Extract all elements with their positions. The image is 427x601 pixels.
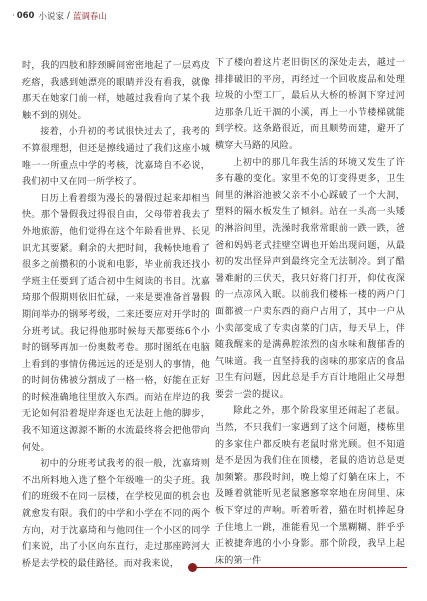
section-title: 小说家 xyxy=(38,12,64,22)
left-text-column xyxy=(22,58,210,572)
page-number: 060 xyxy=(16,11,35,21)
paragraph: 下了楼向着这片老旧街区的深处走去，越过一排排破旧的平房，再经过一个回收废品和处理垃圾的小型工厂，最后从大桥的桥洞下穿过河边那条几近干涸的小溪，再上一小节楼梯就能到学校。这条路很近，而且顺势而建，避开了横穿大马路的风险。 xyxy=(215,58,405,151)
paragraph: 接着，小升初的考试很快过去了，我考的不算很理想，但还是擦线通过了我们这座小城唯一一所重点中学的考核，沈嘉琦自不必说，我们初中又在同一所学校了。 xyxy=(22,127,210,188)
paragraph: 初中的分班考试我考的很一般，沈嘉琦则不出所料地入选了整个年级唯一的尖子班。我们的班级不在同一层楼，在学校见面的机会也就愈发有限。我们的中学和小学在不同的两个方向，对于沈嘉琦和与他同住一个小区的同学们来说，出了小区向东直行，走过那座跨河大桥是去学校的最佳路径。而对我来说， xyxy=(22,459,210,569)
header-separator: / xyxy=(66,11,70,21)
paragraph: 日历上看着缀为漫长的暑假过起来却相当快。那个暑假我过得很自由，父母带着我去了外地旅游，他们觉得在这个年龄看世界、长见识尤其要紧。剩余的大把时间，我畅快地看了很多之前攒积的小说和电影，毕业前我还找小学班主任要到了适合初中生阅读的书目。沈嘉琦那个假期则依旧忙碌，一来是要准备首暑假期间举办的钢琴考级，二来还要应对开学时的分班考试。我记得他那时候每天都要练6个小时的钢琴再加一份奥数考卷。那时图纸在电脑上看到的事情仿佛远远的还是别人的事情，他的时间仿佛被分割成了一格一格，好能在正好的时候准确地往里放入东西。而站在岸边的我无论如何沿着堤岸奔逐也无法赶上他的脚步，我不知道这源源不断的水流最终将会把他带向何处。 xyxy=(22,193,210,453)
paragraph: 上初中的那几年我生活的环境又发生了许多有趣的变化。家里不免的订变得更多，卫生间里的淋浴池被父亲不小心踩破了一个大洞，塑料的隔水板发生了倾斜。站在一头高一头矮的淋浴间里，洗澡时我常常眼前一跌一跌，爸爸和妈妈老式挂壁空调也开始出现问题，从最初的发出怪异声到最终完全无法制冷。到了酷暑难耐的三伏天，我只好将门打开，仰仗夜深的一点凉风入眠。以前我们楼栋一楼的两户门面都被一户卖东西的商户占用了，其中一户从小卖部变成了专卖卤菜的门店，每天早上，伴随我醒来的是满鼻腔浓烈的卤水味和馥郁香的气味道。我一直坚持我的卤味的那家店的食品卫生有问题，因此总是手方百计地阻止父母想要尝一尝的提议。 xyxy=(215,157,405,400)
footer-rule xyxy=(195,567,407,568)
header-bar-mark: · xyxy=(12,11,15,21)
paragraph: 时，我的四肢和脖颈瞬间密密地起了一层鸡皮疙瘩，我感到她漂亮的眼睛并没有看我，就像那天在她家门前一样，她越过我看向了某个我触不到的别处。 xyxy=(22,61,210,121)
page-header xyxy=(12,6,212,26)
paragraph: 除此之外，那个阶段家里还闹起了老鼠。当然，不只我们一家遇到了这个问题，楼栋里的多家住户都反映有老鼠时常光顾。但不知道是不是因为我们住在顶楼，老鼠的造访总是更加频繁。那段时间，晚上熄了灯躺在床上，不及睡着就能听见老鼠窸窸窣窣地在房间里、床板下穿过的声响。听着听着，猫在时机捧起身子住地上一跳，准能看见一个黑糊糊、胖乎乎正被捷奔逃的小小身影。那个阶段，我早上起床的第一件 xyxy=(215,406,405,566)
column-title: 蓝调春山 xyxy=(72,12,107,22)
right-text-column xyxy=(215,55,405,569)
